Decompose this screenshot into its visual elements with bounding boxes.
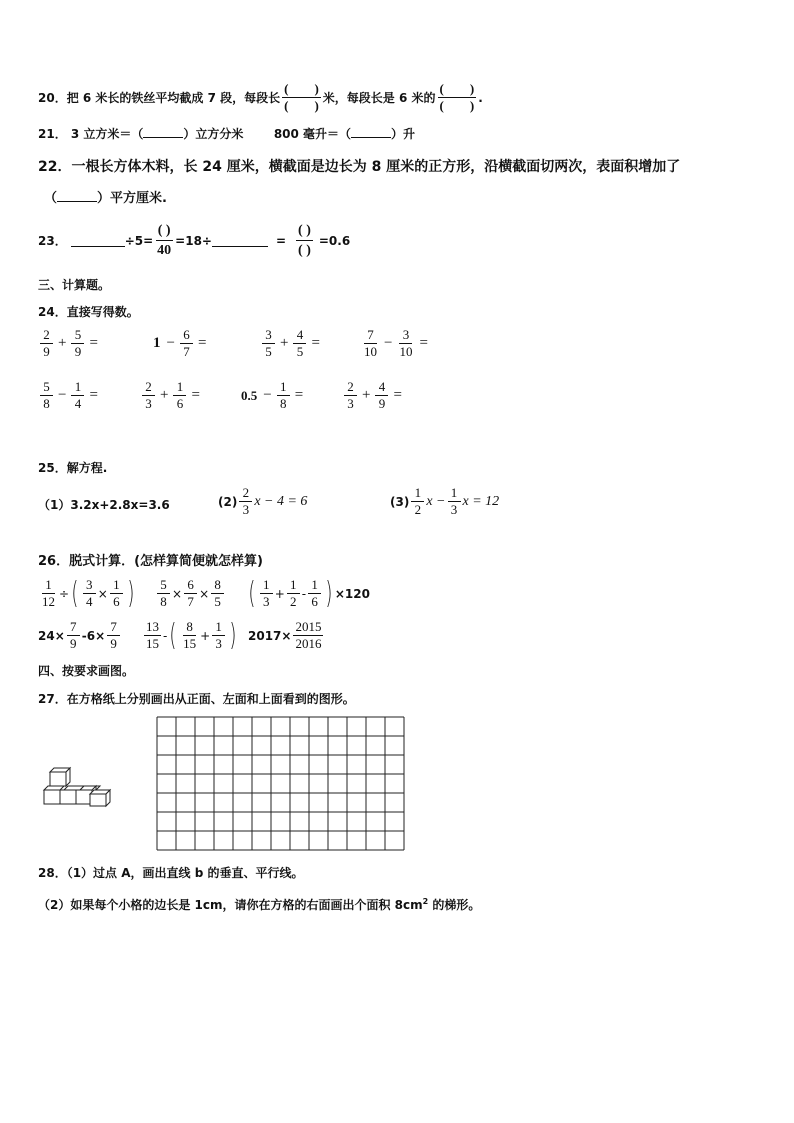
frac-num: 1 — [411, 486, 424, 502]
left-paren: ( — [248, 575, 256, 611]
q24-item-3 — [260, 328, 323, 359]
frac-den: 15 — [146, 636, 159, 651]
cube-face — [44, 786, 64, 790]
frac-num: 7 — [107, 620, 120, 636]
op-mul: × — [172, 586, 183, 601]
q21-part2-end: ）升 — [391, 127, 416, 141]
equals[interactable]: = — [89, 387, 98, 403]
op-mul: × — [199, 586, 210, 601]
frac-den: 3 — [215, 636, 222, 651]
frac-num: 3 — [262, 328, 275, 344]
q26-c-tail: ×120 — [334, 586, 370, 601]
frac-num: 2 — [239, 486, 252, 502]
q22-blank[interactable] — [57, 189, 97, 202]
q23-frac1-num[interactable]: ( ) — [156, 222, 173, 241]
frac-den: 9 — [110, 636, 117, 651]
frac-den: 10 — [399, 344, 413, 359]
frac-num: 8 — [211, 578, 224, 594]
whole-number: 0.5 — [241, 387, 258, 403]
question-23 — [38, 222, 350, 259]
frac-den: 3 — [242, 502, 250, 517]
q23-eq: = — [275, 233, 287, 248]
q23-tail: =0.6 — [318, 233, 351, 248]
frac-den: 3 — [262, 594, 270, 609]
q20-blank2-num: ( ) — [439, 81, 475, 96]
q20-number: 20． — [38, 91, 67, 105]
frac-num: 1 — [287, 578, 300, 594]
frac-den: 8 — [279, 396, 287, 411]
q21-blank-2[interactable] — [351, 125, 391, 138]
q21-number: 21． — [38, 127, 67, 141]
equals[interactable]: = — [191, 387, 200, 403]
q25-equation-2 — [218, 486, 307, 517]
q25-e2-tail: x − 4 = 6 — [254, 493, 308, 509]
q26-expression-b — [155, 578, 226, 609]
q22-line1: 一根长方体木料，长 24 厘米，横截面是边长为 8 厘米的正方形，沿横截面切两次，表面积增加了 — [71, 159, 681, 175]
q23-frac1-den: 40 — [157, 243, 172, 258]
frac-den: 3 — [145, 396, 152, 411]
q23-number: 23． — [38, 234, 67, 248]
q23-eq18: =18÷ — [175, 233, 212, 248]
frac-num: 1 — [308, 578, 321, 594]
equals[interactable]: = — [419, 335, 428, 351]
q21-part1-end: ）立方分米 — [183, 127, 244, 141]
q26-d-lead: 24× — [38, 628, 65, 643]
frac-num: 5 — [40, 380, 53, 396]
question-21 — [38, 125, 415, 142]
frac-den: 8 — [160, 594, 167, 609]
frac-den: 8 — [43, 396, 50, 411]
q24-item-8 — [342, 380, 405, 411]
frac-num: 1 — [42, 578, 55, 594]
question-22-line2 — [44, 187, 167, 206]
q26-d-mid: -6× — [81, 628, 106, 643]
q20-blank2-den: ( ) — [439, 98, 475, 113]
frac-den: 5 — [296, 344, 304, 359]
q22-number: 22． — [38, 159, 72, 175]
frac-num: 1 — [448, 486, 461, 502]
q25-e3-tail: x = 12 — [462, 493, 500, 509]
frac-num: 1 — [110, 578, 123, 594]
frac-den: 4 — [86, 594, 93, 609]
equals[interactable]: = — [89, 335, 98, 351]
q24-item-1 — [38, 328, 101, 359]
q24-item-4 — [360, 328, 431, 359]
q20-blank1-num: ( ) — [284, 81, 319, 96]
q24-item-2 — [150, 328, 209, 359]
q26-expression-e — [142, 617, 239, 653]
section-3-heading: 三、计算题。 — [38, 278, 111, 292]
frac-num: 1 — [212, 620, 225, 636]
cube-face — [44, 790, 60, 804]
left-paren: ( — [169, 617, 177, 653]
q24-item-7 — [238, 380, 306, 411]
op-plus: + — [274, 586, 285, 601]
question-22 — [38, 156, 680, 176]
operator: − — [384, 335, 393, 351]
frac-num: 6 — [184, 578, 197, 594]
right-paren: ) — [127, 575, 135, 611]
frac-num: 13 — [146, 619, 159, 634]
equals[interactable]: = — [197, 335, 207, 351]
frac-num: 7 — [364, 328, 377, 344]
q26-f-lead: 2017× — [248, 628, 292, 643]
grid-svg[interactable] — [156, 716, 405, 851]
q25-title: 25．解方程. — [38, 461, 108, 475]
frac-den: 5 — [265, 344, 272, 359]
q28-line-1: 28．（1）过点 A，画出直线 b 的垂直、平行线。 — [38, 866, 304, 880]
q25-e3-mid: x − — [426, 493, 446, 509]
frac-den: 7 — [187, 594, 194, 609]
op-plus: + — [200, 628, 211, 643]
q20-text-c: . — [478, 90, 483, 105]
cube-face — [50, 772, 66, 786]
q26-expression-f — [248, 620, 325, 651]
frac-den: 2 — [290, 594, 297, 609]
op-minus: - — [163, 628, 168, 643]
q25-e3-label: (3) — [390, 494, 410, 509]
frac-num: 2015 — [295, 619, 322, 634]
frac-num: 1 — [173, 380, 186, 396]
q24-item-6 — [140, 380, 203, 411]
operator: + — [362, 387, 371, 403]
equals[interactable]: = — [393, 387, 402, 403]
q22-line2-start: （ — [44, 191, 58, 206]
equals[interactable]: = — [311, 335, 320, 351]
frac-num: 1 — [71, 380, 84, 396]
whole-number: 1 — [153, 335, 161, 351]
q22-line2-end: ）平方厘米. — [97, 191, 167, 206]
graph-paper-grid[interactable] — [156, 716, 405, 851]
cube-face — [66, 768, 70, 786]
cube-stack-figure — [40, 766, 120, 808]
q28-line-2 — [38, 896, 480, 913]
operator: + — [160, 387, 169, 403]
q25-equation-3 — [390, 486, 499, 517]
frac-num: 6 — [180, 328, 193, 344]
frac-den: 2016 — [295, 636, 322, 651]
q20-blank1-den: ( ) — [284, 98, 319, 113]
frac-den: 3 — [347, 396, 354, 411]
q23-blank-2[interactable] — [212, 234, 268, 247]
frac-num: 4 — [375, 380, 388, 396]
frac-den: 4 — [74, 396, 82, 411]
cube-face — [60, 790, 76, 804]
q21-blank-1[interactable] — [143, 125, 183, 138]
q23-fraction-2[interactable] — [296, 222, 313, 259]
frac-num: 5 — [157, 578, 170, 594]
frac-num: 7 — [67, 620, 80, 636]
section-4-heading: 四、按要求画图。 — [38, 664, 135, 678]
cube-face — [80, 786, 100, 790]
q23-fraction-1 — [155, 222, 173, 259]
frac-den: 10 — [364, 344, 377, 359]
question-20 — [38, 82, 483, 113]
frac-den: 6 — [113, 594, 120, 609]
q23-div5: ÷5= — [124, 233, 154, 248]
frac-den: 7 — [183, 344, 190, 359]
frac-num: 3 — [83, 578, 96, 594]
op-div: ÷ — [59, 586, 70, 601]
q28-line2-b: 的梯形。 — [428, 898, 481, 912]
q20-text-b: 米，每段长是 6 米的 — [322, 91, 436, 105]
operator: + — [58, 335, 67, 351]
q28-line2-a: （2）如果每个小格的边长是 1cm，请你在方格的右面画出个面积 8cm — [38, 898, 423, 912]
frac-den: 6 — [176, 396, 184, 411]
q26-expression-c — [246, 575, 370, 611]
operator: − — [166, 335, 175, 351]
cube-face — [90, 794, 106, 806]
operator: − — [263, 387, 272, 403]
frac-den: 9 — [74, 344, 82, 359]
q26-title: 26．脱式计算．(怎样算简便就怎样算) — [38, 554, 263, 569]
frac-den: 2 — [414, 502, 422, 517]
frac-den: 12 — [42, 594, 55, 609]
q23-frac2-den: ( ) — [298, 243, 311, 258]
q20-text-a: 把 6 米长的铁丝平均截成 7 段，每段长 — [66, 91, 281, 105]
frac-num: 2 — [142, 380, 155, 396]
frac-num: 8 — [183, 620, 196, 636]
frac-den: 9 — [70, 636, 77, 651]
frac-num: 4 — [293, 328, 306, 344]
equals[interactable]: = — [294, 387, 304, 403]
q21-part1: 3 立方米＝（ — [70, 127, 144, 141]
frac-den: 3 — [450, 502, 458, 517]
q24-item-5 — [38, 380, 101, 411]
q26-expression-a — [38, 575, 137, 611]
frac-num: 2 — [344, 380, 357, 396]
frac-den: 9 — [43, 344, 50, 359]
q25-equation-1: （1）3.2x+2.8x=3.6 — [38, 498, 170, 512]
right-paren: ) — [229, 617, 237, 653]
q25-e2-label: (2) — [218, 494, 238, 509]
q24-title: 24．直接写得数。 — [38, 305, 139, 319]
frac-num: 1 — [260, 578, 273, 594]
q26-expression-d — [38, 620, 122, 651]
frac-num: 5 — [71, 328, 84, 344]
operator: + — [280, 335, 289, 351]
frac-den: 15 — [183, 636, 197, 651]
q20-blank-fraction-1[interactable] — [282, 82, 321, 113]
left-paren: ( — [71, 575, 79, 611]
frac-den: 5 — [214, 594, 221, 609]
q23-frac2-num: ( ) — [296, 222, 313, 241]
q27-title: 27．在方格纸上分别画出从正面、左面和上面看到的图形。 — [38, 692, 355, 706]
op-mul: × — [97, 586, 108, 601]
frac-num: 2 — [40, 328, 53, 344]
op-minus: - — [301, 586, 307, 601]
q28-line2-sup: 2 — [422, 897, 429, 906]
right-paren: ) — [325, 575, 333, 611]
operator: − — [58, 387, 67, 403]
frac-den: 6 — [311, 594, 318, 609]
frac-num: 3 — [399, 328, 412, 344]
frac-num: 1 — [277, 380, 290, 396]
frac-den: 9 — [378, 396, 386, 411]
q20-blank-fraction-2[interactable] — [438, 82, 477, 113]
q21-part2: 800 毫升＝（ — [273, 127, 352, 141]
q23-blank-1[interactable] — [71, 234, 125, 247]
